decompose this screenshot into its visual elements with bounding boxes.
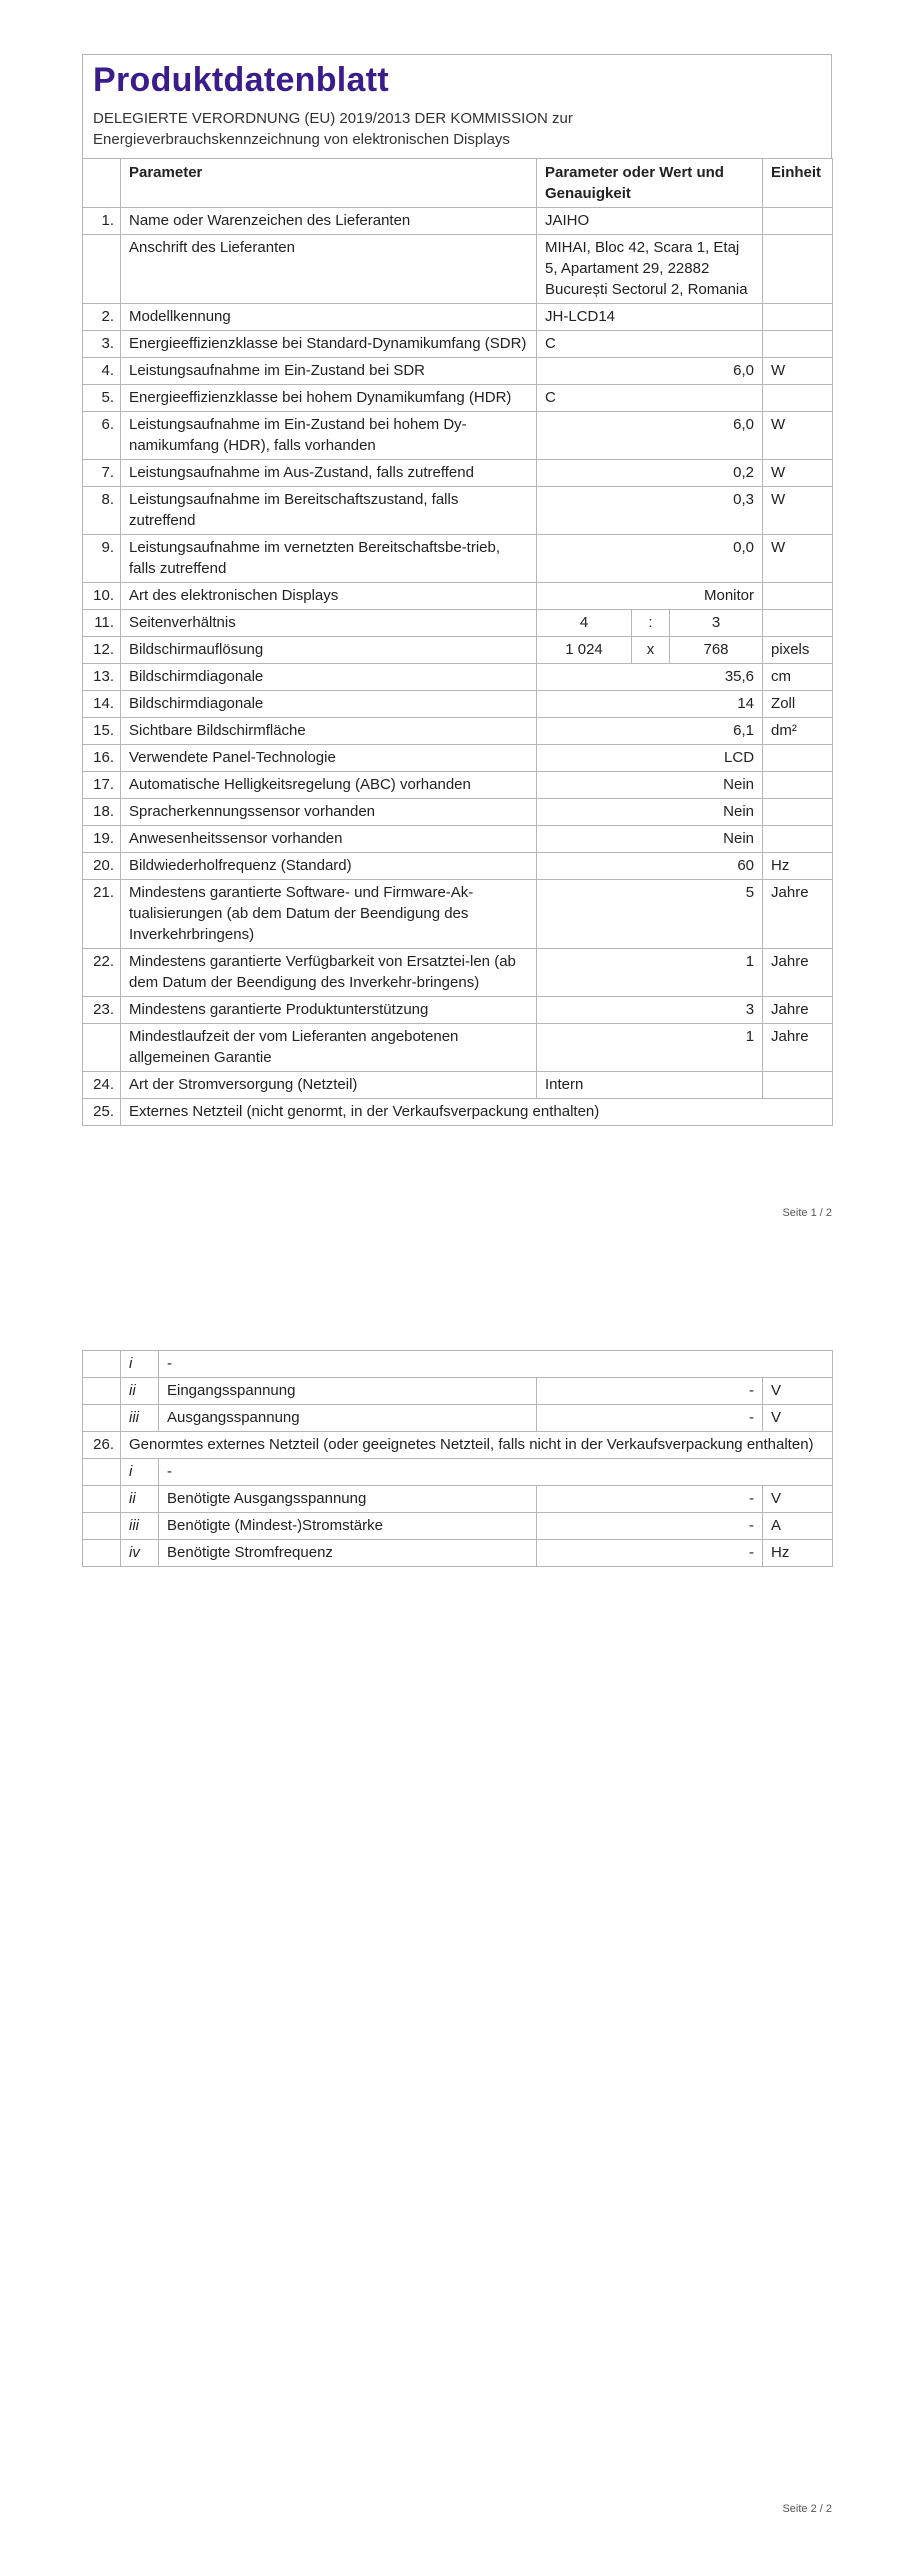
row-unit: pixels bbox=[763, 637, 833, 664]
product-data-table-continued bbox=[82, 1350, 833, 1567]
row-value: 35,6 bbox=[537, 664, 763, 691]
row-roman-index: iii bbox=[121, 1513, 159, 1540]
row-unit bbox=[763, 826, 833, 853]
table-row bbox=[83, 664, 833, 691]
row-value: 60 bbox=[537, 853, 763, 880]
row-parameter: Art des elektronischen Displays bbox=[121, 583, 537, 610]
table-row bbox=[83, 1432, 833, 1459]
row-parameter: Mindestens garantierte Software- und Firmware-Ak-tualisierungen (ab dem Datum der Beendigung des Inverkehrbringens) bbox=[121, 880, 537, 949]
row-value: Monitor bbox=[537, 583, 763, 610]
row-number: 22. bbox=[83, 949, 121, 997]
row-number: 5. bbox=[83, 385, 121, 412]
row-unit: A bbox=[763, 1513, 833, 1540]
row-number: 11. bbox=[83, 610, 121, 637]
row-unit: Jahre bbox=[763, 880, 833, 949]
table-row bbox=[83, 1378, 833, 1405]
row-roman-index: iii bbox=[121, 1405, 159, 1432]
table-row bbox=[83, 1405, 833, 1432]
row-text: - bbox=[159, 1351, 833, 1378]
row-parameter: Bildschirmdiagonale bbox=[121, 664, 537, 691]
row-parameter: Spracherkennungssensor vorhanden bbox=[121, 799, 537, 826]
table-row bbox=[83, 949, 833, 997]
row-number: 17. bbox=[83, 772, 121, 799]
table-row bbox=[83, 583, 833, 610]
row-number: 15. bbox=[83, 718, 121, 745]
row-value: - bbox=[537, 1378, 763, 1405]
row-value: C bbox=[537, 331, 763, 358]
row-unit bbox=[763, 772, 833, 799]
row-parameter: Energieeffizienzklasse bei hohem Dynamikumfang (HDR) bbox=[121, 385, 537, 412]
row-value: - bbox=[537, 1513, 763, 1540]
table-row bbox=[83, 880, 833, 949]
row-roman-index: iv bbox=[121, 1540, 159, 1567]
row-unit bbox=[763, 235, 833, 304]
row-unit bbox=[763, 208, 833, 235]
row-value-2: 768 bbox=[670, 637, 763, 664]
row-roman-index: i bbox=[121, 1459, 159, 1486]
row-number: 8. bbox=[83, 487, 121, 535]
row-number: 9. bbox=[83, 535, 121, 583]
row-number: 10. bbox=[83, 583, 121, 610]
row-unit bbox=[763, 304, 833, 331]
page-2 bbox=[0, 1300, 905, 2560]
table-row bbox=[83, 1351, 833, 1378]
row-number: 16. bbox=[83, 745, 121, 772]
row-value: 1 bbox=[537, 949, 763, 997]
row-parameter: Mindestens garantierte Verfügbarkeit von Ersatztei-len (ab dem Datum der Beendigung des Inverkehr-bringens) bbox=[121, 949, 537, 997]
row-value: - bbox=[537, 1486, 763, 1513]
row-unit: W bbox=[763, 460, 833, 487]
row-unit: Jahre bbox=[763, 949, 833, 997]
table-row bbox=[83, 331, 833, 358]
subtitle-line-1: DELEGIERTE VERORDNUNG (EU) 2019/2013 DER KOMMISSION zur bbox=[93, 110, 573, 127]
row-number: 23. bbox=[83, 997, 121, 1024]
table-row bbox=[83, 1513, 833, 1540]
row-number: 7. bbox=[83, 460, 121, 487]
row-unit: W bbox=[763, 535, 833, 583]
table-row bbox=[83, 535, 833, 583]
table-row bbox=[83, 304, 833, 331]
row-number: 24. bbox=[83, 1072, 121, 1099]
table-row bbox=[83, 1072, 833, 1099]
row-unit: Hz bbox=[763, 1540, 833, 1567]
row-unit: Jahre bbox=[763, 1024, 833, 1072]
row-value-separator: x bbox=[632, 637, 670, 664]
row-parameter: Art der Stromversorgung (Netzteil) bbox=[121, 1072, 537, 1099]
page-1 bbox=[0, 0, 905, 1240]
header-unit: Einheit bbox=[763, 159, 833, 208]
row-parameter: Mindestens garantierte Produktunterstützung bbox=[121, 997, 537, 1024]
row-parameter: Externes Netzteil (nicht genormt, in der Verkaufsverpackung enthalten) bbox=[121, 1099, 833, 1126]
row-value-separator: : bbox=[632, 610, 670, 637]
row-parameter: Benötigte Stromfrequenz bbox=[159, 1540, 537, 1567]
row-value: Nein bbox=[537, 826, 763, 853]
table-row bbox=[83, 385, 833, 412]
row-unit: V bbox=[763, 1378, 833, 1405]
row-number bbox=[83, 1351, 121, 1378]
row-value: 6,0 bbox=[537, 412, 763, 460]
row-number bbox=[83, 1024, 121, 1072]
row-parameter: Leistungsaufnahme im Aus-Zustand, falls zutreffend bbox=[121, 460, 537, 487]
row-unit: W bbox=[763, 487, 833, 535]
table-row bbox=[83, 772, 833, 799]
row-value: 14 bbox=[537, 691, 763, 718]
row-parameter: Sichtbare Bildschirmfläche bbox=[121, 718, 537, 745]
row-value: 0,0 bbox=[537, 535, 763, 583]
row-number: 18. bbox=[83, 799, 121, 826]
table-row bbox=[83, 460, 833, 487]
product-data-table bbox=[82, 158, 833, 1126]
page-footer-2: Seite 2 / 2 bbox=[782, 2503, 832, 2515]
table-row bbox=[83, 799, 833, 826]
row-value: LCD bbox=[537, 745, 763, 772]
row-value: JH-LCD14 bbox=[537, 304, 763, 331]
row-roman-index: i bbox=[121, 1351, 159, 1378]
row-number: 20. bbox=[83, 853, 121, 880]
row-parameter: Energieeffizienzklasse bei Standard-Dynamikumfang (SDR) bbox=[121, 331, 537, 358]
row-number: 14. bbox=[83, 691, 121, 718]
row-number bbox=[83, 1459, 121, 1486]
table-row bbox=[83, 235, 833, 304]
row-unit: Zoll bbox=[763, 691, 833, 718]
row-parameter: Benötigte (Mindest-)Stromstärke bbox=[159, 1513, 537, 1540]
row-value: Nein bbox=[537, 772, 763, 799]
row-value: 5 bbox=[537, 880, 763, 949]
row-value-1: 4 bbox=[537, 610, 632, 637]
row-number: 21. bbox=[83, 880, 121, 949]
row-value-1: 1 024 bbox=[537, 637, 632, 664]
row-number: 13. bbox=[83, 664, 121, 691]
row-unit: W bbox=[763, 412, 833, 460]
row-parameter: Mindestlaufzeit der vom Lieferanten angebotenen allgemeinen Garantie bbox=[121, 1024, 537, 1072]
header-value: Parameter oder Wert und Genauigkeit bbox=[537, 159, 763, 208]
datasheet-page-2 bbox=[82, 1350, 832, 1567]
row-parameter: Bildschirmdiagonale bbox=[121, 691, 537, 718]
table-row bbox=[83, 358, 833, 385]
row-parameter: Ausgangsspannung bbox=[159, 1405, 537, 1432]
row-unit bbox=[763, 610, 833, 637]
table-row bbox=[83, 1024, 833, 1072]
row-unit bbox=[763, 385, 833, 412]
row-number: 6. bbox=[83, 412, 121, 460]
row-unit bbox=[763, 1072, 833, 1099]
row-roman-index: ii bbox=[121, 1378, 159, 1405]
row-parameter: Automatische Helligkeitsregelung (ABC) vorhanden bbox=[121, 772, 537, 799]
row-number: 26. bbox=[83, 1432, 121, 1459]
row-parameter: Eingangsspannung bbox=[159, 1378, 537, 1405]
row-number: 25. bbox=[83, 1099, 121, 1126]
row-value: - bbox=[537, 1405, 763, 1432]
row-number: 1. bbox=[83, 208, 121, 235]
row-unit: Hz bbox=[763, 853, 833, 880]
row-unit: W bbox=[763, 358, 833, 385]
row-parameter: Modellkennung bbox=[121, 304, 537, 331]
table-row bbox=[83, 1540, 833, 1567]
row-parameter: Leistungsaufnahme im Ein-Zustand bei SDR bbox=[121, 358, 537, 385]
table-row bbox=[83, 412, 833, 460]
table-row bbox=[83, 718, 833, 745]
table-header-row bbox=[83, 159, 833, 208]
row-unit: Jahre bbox=[763, 997, 833, 1024]
row-number bbox=[83, 1405, 121, 1432]
datasheet-page-1 bbox=[82, 54, 832, 1126]
page-title: Produktdatenblatt bbox=[93, 61, 389, 99]
row-unit: V bbox=[763, 1486, 833, 1513]
row-value: 6,1 bbox=[537, 718, 763, 745]
row-parameter: Leistungsaufnahme im vernetzten Bereitschaftsbe-trieb, falls zutreffend bbox=[121, 535, 537, 583]
row-number: 19. bbox=[83, 826, 121, 853]
row-number: 3. bbox=[83, 331, 121, 358]
table-row bbox=[83, 853, 833, 880]
row-value: Nein bbox=[537, 799, 763, 826]
table-row bbox=[83, 1099, 833, 1126]
table-row bbox=[83, 826, 833, 853]
row-unit: cm bbox=[763, 664, 833, 691]
page-footer-1: Seite 1 / 2 bbox=[782, 1207, 832, 1219]
row-text: - bbox=[159, 1459, 833, 1486]
header-parameter: Parameter bbox=[121, 159, 537, 208]
table-row bbox=[83, 745, 833, 772]
row-value: 1 bbox=[537, 1024, 763, 1072]
row-unit bbox=[763, 583, 833, 610]
table-row bbox=[83, 1459, 833, 1486]
row-value: C bbox=[537, 385, 763, 412]
row-unit: dm² bbox=[763, 718, 833, 745]
row-value: Intern bbox=[537, 1072, 763, 1099]
table-row bbox=[83, 487, 833, 535]
row-number: 2. bbox=[83, 304, 121, 331]
row-value: 0,2 bbox=[537, 460, 763, 487]
row-number bbox=[83, 1378, 121, 1405]
table-row bbox=[83, 610, 833, 637]
row-value: 0,3 bbox=[537, 487, 763, 535]
row-number: 12. bbox=[83, 637, 121, 664]
row-parameter: Anschrift des Lieferanten bbox=[121, 235, 537, 304]
row-unit: V bbox=[763, 1405, 833, 1432]
table-row bbox=[83, 1486, 833, 1513]
row-value: JAIHO bbox=[537, 208, 763, 235]
row-parameter: Name oder Warenzeichen des Lieferanten bbox=[121, 208, 537, 235]
row-value-2: 3 bbox=[670, 610, 763, 637]
row-parameter: Genormtes externes Netzteil (oder geeignetes Netzteil, falls nicht in der Verkaufsverpackung enthalten) bbox=[121, 1432, 833, 1459]
row-value: 6,0 bbox=[537, 358, 763, 385]
row-number bbox=[83, 1486, 121, 1513]
row-unit bbox=[763, 745, 833, 772]
row-parameter: Anwesenheitssensor vorhanden bbox=[121, 826, 537, 853]
row-number: 4. bbox=[83, 358, 121, 385]
row-parameter: Seitenverhältnis bbox=[121, 610, 537, 637]
row-parameter: Leistungsaufnahme im Ein-Zustand bei hohem Dy-namikumfang (HDR), falls vorhanden bbox=[121, 412, 537, 460]
header-num bbox=[83, 159, 121, 208]
table-row bbox=[83, 637, 833, 664]
row-number bbox=[83, 1540, 121, 1567]
table-row bbox=[83, 208, 833, 235]
row-parameter: Benötigte Ausgangsspannung bbox=[159, 1486, 537, 1513]
row-parameter: Bildschirmauflösung bbox=[121, 637, 537, 664]
row-value: - bbox=[537, 1540, 763, 1567]
row-unit bbox=[763, 799, 833, 826]
table-row bbox=[83, 997, 833, 1024]
row-value: 3 bbox=[537, 997, 763, 1024]
row-parameter: Leistungsaufnahme im Bereitschaftszustand, falls zutreffend bbox=[121, 487, 537, 535]
row-number bbox=[83, 1513, 121, 1540]
row-roman-index: ii bbox=[121, 1486, 159, 1513]
row-parameter: Verwendete Panel-Technologie bbox=[121, 745, 537, 772]
subtitle-line-2: Energieverbrauchskennzeichnung von elektronischen Displays bbox=[93, 131, 510, 148]
row-unit bbox=[763, 331, 833, 358]
row-parameter: Bildwiederholfrequenz (Standard) bbox=[121, 853, 537, 880]
header-box bbox=[82, 54, 832, 158]
row-number bbox=[83, 235, 121, 304]
table-row bbox=[83, 691, 833, 718]
row-value: MIHAI, Bloc 42, Scara 1, Etaj 5, Apartament 29, 22882 București Sectorul 2, Romania bbox=[537, 235, 763, 304]
